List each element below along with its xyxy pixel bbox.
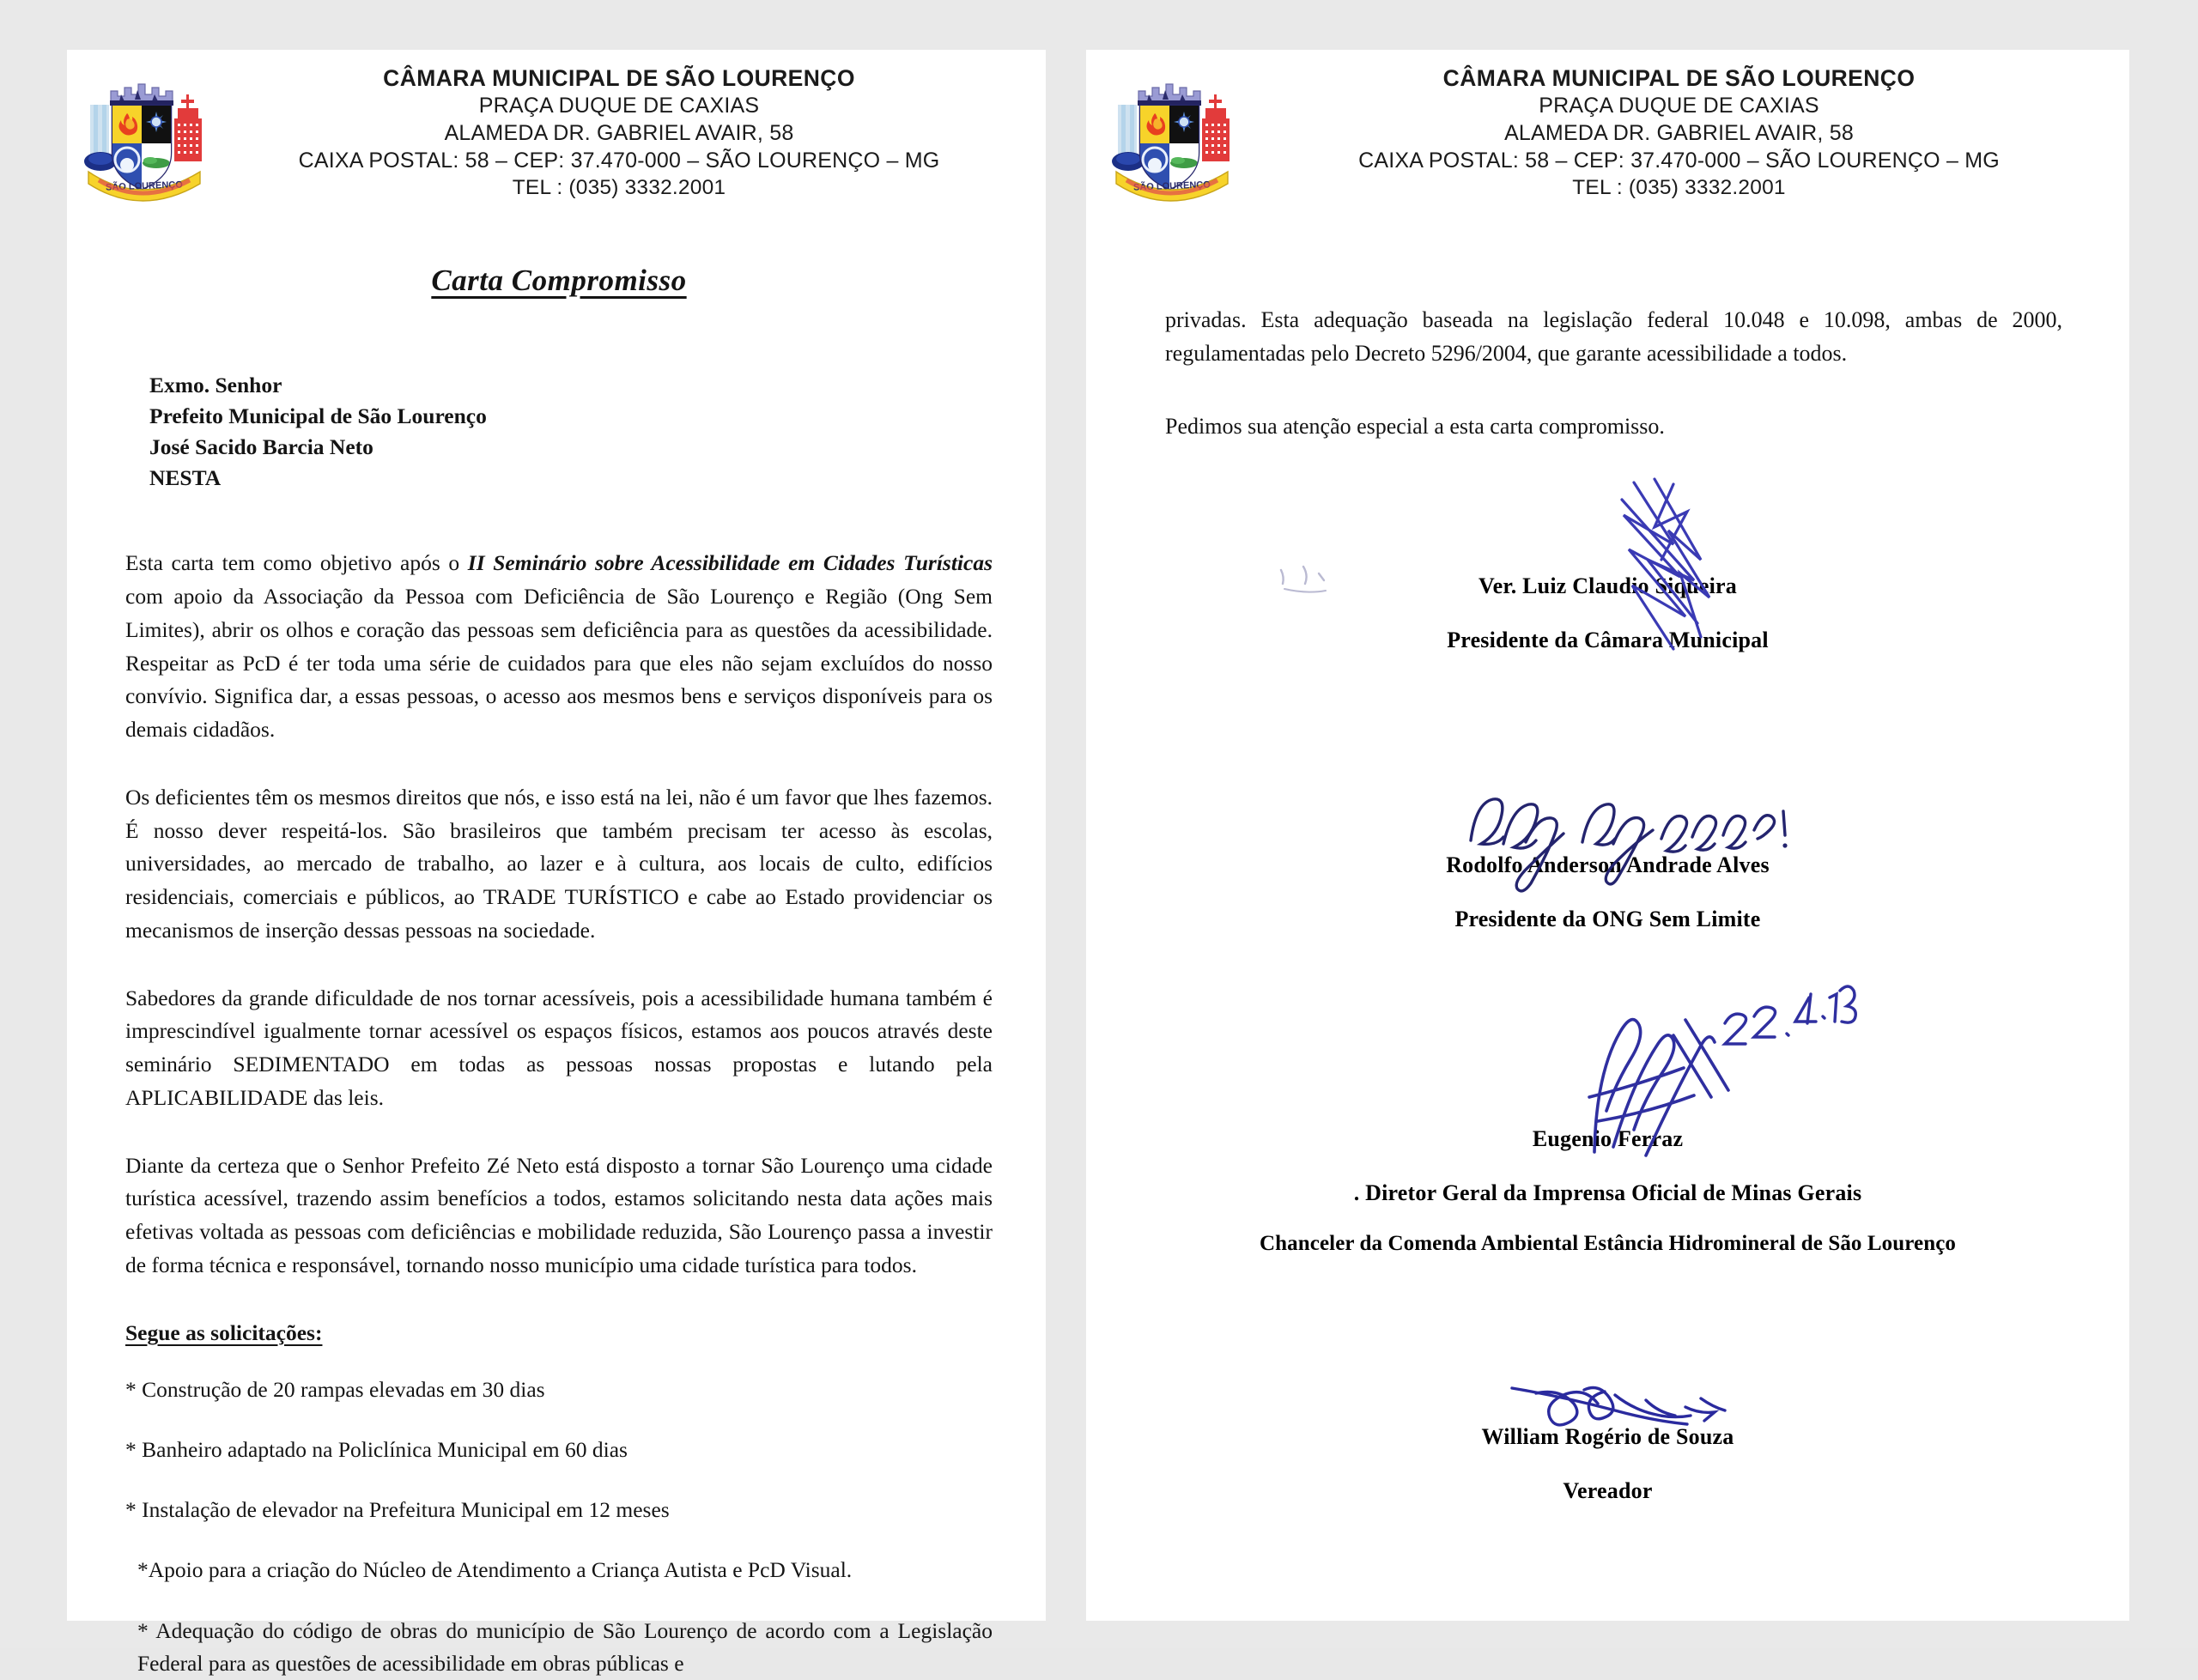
request-item: * Banheiro adaptado na Policlínica Municipal em 60 dias [125, 1436, 628, 1462]
letterhead-line-5: TEL : (035) 3332.2001 [512, 176, 726, 200]
letterhead-text-right [1258, 65, 2129, 202]
request-item: * Construção de 20 rampas elevadas em 30 dias [125, 1376, 545, 1402]
document-body-right [1086, 303, 2129, 443]
handwritten-signature-ink [1454, 770, 1823, 899]
letterhead-right [1086, 50, 2129, 202]
emphasised-run: II Seminário sobre Acessibilidade em Cidades Turísticas [467, 550, 993, 576]
letterhead-line-1: CÂMARA MUNICIPAL DE SÃO LOURENÇO [383, 65, 855, 91]
signature-block-3 [1086, 1126, 2129, 1256]
request-item: *Apoio para a criação do Núcleo de Atendimento a Criança Autista e PcD Visual. [137, 1557, 853, 1583]
signature-extra-role: Chanceler da Comenda Ambiental Estância Hidromineral de São Lourenço [1260, 1231, 1956, 1255]
body-paragraph: Diante da certeza que o Senhor Prefeito Zé Neto está disposto a tornar São Lourenço uma cidade turística acessível, trazendo assim benefícios a todos, estamos solicitando nesta data ações mais efetivas voltada as pessoas com deficiências e mobilidade reduzida, São Lourenço passa a investir de forma técnica e responsável, tornando nosso município uma cidade turística para todos. [125, 1152, 993, 1277]
document-page-left [67, 50, 1046, 1676]
signature-role: . Diretor Geral da Imprensa Oficial de Minas Gerais [1353, 1180, 1862, 1205]
body-paragraph: privadas. Esta adequação baseada na legislação federal 10.048 e 10.098, ambas de 2000, regulamentadas pelo Decreto 5296/2004, que garante acessibilidade a todos. [1165, 306, 2062, 366]
request-item: * Adequação do código de obras do município de São Lourenço de acordo com a Legislação Federal para as questões de acessibilidade em obras públicas e [137, 1617, 993, 1676]
letterhead-line-2: PRAÇA DUQUE DE CAXIAS [478, 94, 760, 118]
letterhead-text-left [222, 65, 1046, 202]
signature-role: Vereador [1563, 1477, 1653, 1503]
crest-ribbon-text: SÃO LOURENÇO [1132, 179, 1211, 193]
letterhead-line-4: CAIXA POSTAL: 58 – CEP: 37.470-000 – SÃO LOURENÇO – MG [298, 149, 940, 173]
signature-role: Presidente da ONG Sem Limite [1454, 906, 1761, 931]
body-paragraph: Esta carta tem como objetivo após o II Seminário sobre Acessibilidade em Cidades Turísticas com apoio da Associação da Pessoa com Deficiência de São Lourenço e Região (Ong Sem Limites), abrir os olhos e coração das pessoas sem deficiência para as questões da acessibilidade. Respeitar as PcD é ter toda uma série de cuidados para que eles não sejam excluídos do nosso convívio. Significa dar, a essas pessoas, o acesso aos mesmos bens e serviços disponíveis para os demais cidadãos. [125, 550, 993, 743]
request-item: * Instalação de elevador na Prefeitura Municipal em 12 meses [125, 1497, 670, 1523]
addressee-line: José Sacido Barcia Neto [149, 434, 373, 460]
crest-wrap-right [1086, 65, 1258, 199]
body-paragraph: Os deficientes têm os mesmos direitos que nós, e isso está na lei, não é um favor que lhes fazemos. É nosso dever respeitá-los. São brasileiros que também precisam ter acesso às escolas, universidades, ao mercado de trabalho, ao lazer e à cultura, aos locais de culto, edifícios residenciais, comerciais e públicos, ao TRADE TURÍSTICO e cabe ao Estado providenciar os mecanismos de inserção dessas pessoas na sociedade. [125, 784, 993, 943]
requests-heading: Segue as solicitações: [125, 1319, 323, 1345]
letterhead-line-4: CAIXA POSTAL: 58 – CEP: 37.470-000 – SÃO LOURENÇO – MG [1358, 149, 2000, 173]
signature-block-1 [1086, 573, 2129, 653]
signature-name: Rodolfo Anderson Andrade Alves [1446, 852, 1770, 877]
crest-wrap-left [67, 65, 222, 199]
signature-name: Eugenio Ferraz [1532, 1125, 1684, 1151]
signature-name: Ver. Luiz Claudio Siqueira [1478, 573, 1737, 598]
document-body-left [67, 264, 1046, 1680]
addressee-line: Exmo. Senhor [149, 372, 282, 397]
coat-of-arms-icon [1109, 70, 1235, 199]
signature-block-4 [1086, 1424, 2129, 1504]
document-page-right [1086, 50, 2129, 1621]
letterhead-line-2: PRAÇA DUQUE DE CAXIAS [1539, 94, 1819, 118]
letterhead-line-5: TEL : (035) 3332.2001 [1572, 176, 1786, 200]
letterhead-left [67, 50, 1046, 202]
letterhead-line-3: ALAMEDA DR. GABRIEL AVAIR, 58 [444, 121, 794, 146]
crest-ribbon-text: SÃO LOURENÇO [105, 179, 183, 193]
signature-name: William Rogério de Souza [1481, 1423, 1734, 1449]
body-paragraph: Pedimos sua atenção especial a esta carta compromisso. [1165, 413, 1665, 439]
page-title: Carta Compromisso [431, 263, 687, 297]
addressee-block [149, 370, 993, 494]
signature-role: Presidente da Câmara Municipal [1447, 627, 1769, 652]
letterhead-line-1: CÂMARA MUNICIPAL DE SÃO LOURENÇO [1442, 65, 1916, 91]
letterhead-line-3: ALAMEDA DR. GABRIEL AVAIR, 58 [1504, 121, 1854, 146]
addressee-line: NESTA [149, 465, 222, 491]
body-paragraph: Sabedores da grande dificuldade de nos tornar acessíveis, pois a acessibilidade humana também é imprescindível igualmente tornar acessível os espaços físicos, estamos aos poucos através deste seminário SEDIMENTADO em todas as pessoas nossas propostas e lutando pela APLICABILIDADE das leis. [125, 985, 993, 1110]
addressee-line: Prefeito Municipal de São Lourenço [149, 403, 487, 428]
coat-of-arms-icon [82, 70, 207, 199]
signature-block-2 [1086, 852, 2129, 932]
